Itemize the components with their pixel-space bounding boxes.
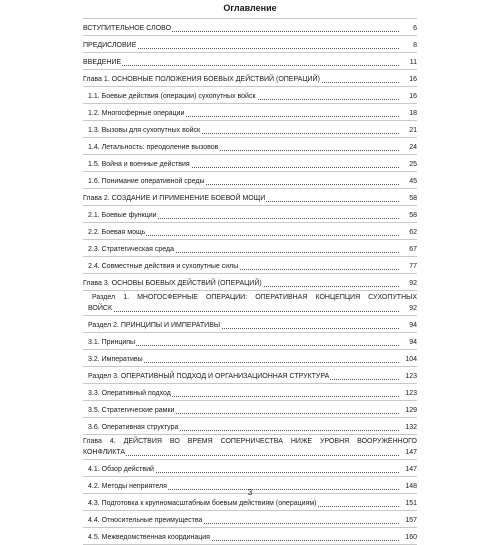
toc-entry[interactable] [83, 435, 417, 460]
toc-entry[interactable] [83, 223, 417, 240]
toc-entry-page: 62 [409, 229, 417, 236]
toc-entry-page: 45 [409, 178, 417, 185]
table-of-contents [83, 18, 417, 545]
toc-entry[interactable] [83, 460, 417, 477]
toc-entry[interactable] [83, 138, 417, 155]
toc-entry[interactable] [83, 418, 417, 435]
toc-entry-title: 2.2. Боевая мощь [88, 229, 146, 236]
toc-entry-title: 3.2. Императивы [88, 356, 143, 363]
toc-entry-title: Раздел 2. ПРИНЦИПЫ И ИМПЕРАТИВЫ [88, 322, 221, 329]
toc-entry-title: 2.1. Боевые функции [88, 212, 157, 219]
toc-entry[interactable] [83, 384, 417, 401]
toc-entry-title: 3.1. Принципы [88, 339, 136, 346]
toc-entry-page: 92 [409, 305, 417, 312]
toc-entry-page: 147 [405, 466, 417, 473]
toc-entry-page: 16 [409, 93, 417, 100]
toc-entry-title: 4.1. Обзор действий [88, 466, 154, 473]
toc-entry-page: 151 [405, 500, 417, 507]
toc-entry-page: 94 [409, 322, 417, 329]
toc-entry-title: Глава 4. ДЕЙСТВИЯ ВО ВРЕМЯ СОПЕРНИЧЕСТВА НИЖЕ УРОВНЯ ВООРУЖЁННОГО [83, 438, 417, 445]
toc-entry[interactable] [83, 333, 417, 350]
toc-entry-page: 11 [409, 59, 417, 66]
toc-entry-page: 147 [405, 449, 417, 456]
toc-entry[interactable] [83, 206, 417, 223]
toc-entry[interactable] [83, 189, 417, 206]
toc-entry-page: 58 [409, 212, 417, 219]
toc-entry[interactable] [83, 87, 417, 104]
toc-entry-title: 4.3. Подготовка к крупномасштабным боевым действиям (операциям) [88, 500, 317, 507]
toc-entry[interactable] [83, 367, 417, 384]
toc-entry-page: 16 [409, 76, 417, 83]
toc-entry-title: Раздел 3. ОПЕРАТИВНЫЙ ПОДХОД И ОРГАНИЗАЦИОННАЯ СТРУКТУРА [88, 373, 330, 380]
toc-entry-page: 157 [405, 517, 417, 524]
toc-entry[interactable] [83, 19, 417, 36]
toc-entry-page: 123 [405, 373, 417, 380]
toc-entry[interactable] [83, 53, 417, 70]
toc-entry-page: 160 [405, 534, 417, 541]
page-number: 3 [247, 488, 253, 497]
toc-entry-page: 123 [405, 390, 417, 397]
toc-entry-title: Глава 2. СОЗДАНИЕ И ПРИМЕНЕНИЕ БОЕВОЙ МОЩИ [83, 195, 266, 202]
toc-entry[interactable] [83, 172, 417, 189]
toc-entry-title: 3.5. Стратегические рамки [88, 407, 175, 414]
toc-entry[interactable] [83, 104, 417, 121]
toc-entry[interactable] [83, 257, 417, 274]
toc-entry-page: 18 [409, 110, 417, 117]
toc-entry-title: ВВЕДЕНИЕ [83, 59, 122, 66]
toc-entry-title: ПРЕДИСЛОВИЕ [83, 42, 137, 49]
toc-entry-page: 94 [409, 339, 417, 346]
toc-entry-title: 2.4. Совместные действия и сухопутные силы [88, 263, 239, 270]
toc-entry-page: 58 [409, 195, 417, 202]
toc-entry[interactable] [83, 155, 417, 172]
toc-entry-title-continuation: ВОЙСК [88, 305, 113, 312]
toc-entry-page: 129 [405, 407, 417, 414]
toc-entry-page: 24 [409, 144, 417, 151]
toc-entry[interactable] [83, 316, 417, 333]
toc-entry-title: 4.2. Методы неприятеля [88, 483, 167, 490]
toc-entry-title: 4.5. Межведомственная координация [88, 534, 210, 541]
toc-entry-title: 1.4. Летальность: преодоление вызовов [88, 144, 219, 151]
toc-entry-page: 6 [413, 25, 417, 32]
toc-entry-page: 148 [405, 483, 417, 490]
toc-entry-page: 67 [409, 246, 417, 253]
toc-entry-title-continuation: КОНФЛИКТА [83, 449, 126, 456]
page-title: Оглавление [223, 3, 277, 13]
toc-entry-title: ВСТУПИТЕЛЬНОЕ СЛОВО [83, 25, 172, 32]
toc-entry[interactable] [83, 511, 417, 528]
toc-entry-page: 25 [409, 161, 417, 168]
toc-entry[interactable] [83, 401, 417, 418]
toc-entry-page: 92 [409, 280, 417, 287]
toc-entry-title: 1.5. Война и военные действия [88, 161, 190, 168]
dot-leader [83, 65, 399, 66]
toc-entry[interactable] [83, 70, 417, 87]
toc-entry[interactable] [83, 240, 417, 257]
toc-entry-title: 1.3. Вызовы для сухопутных войск [88, 127, 201, 134]
toc-entry-title: 4.4. Относительные преимущества [88, 517, 203, 524]
toc-entry-page: 77 [409, 263, 417, 270]
dot-leader [88, 311, 399, 312]
toc-entry-title: Глава 3. ОСНОВЫ БОЕВЫХ ДЕЙСТВИЙ (ОПЕРАЦИЙ) [83, 280, 262, 287]
toc-entry-title: 1.1. Боевые действия (операции) сухопутных войск [88, 93, 256, 100]
toc-entry[interactable] [83, 36, 417, 53]
toc-entry-page: 8 [413, 42, 417, 49]
toc-entry-title: 1.6. Понимание оперативной среды [88, 178, 205, 185]
toc-entry[interactable] [83, 274, 417, 291]
toc-entry-title: Раздел 1. МНОГОСФЕРНЫЕ ОПЕРАЦИИ: ОПЕРАТИВНАЯ КОНЦЕПЦИЯ СУХОПУТНЫХ [92, 294, 417, 301]
toc-entry[interactable] [83, 291, 417, 316]
toc-entry[interactable] [83, 528, 417, 545]
toc-entry[interactable] [83, 121, 417, 138]
toc-entry-page: 104 [405, 356, 417, 363]
toc-entry-page: 21 [409, 127, 417, 134]
toc-entry[interactable] [83, 350, 417, 367]
toc-entry-title: Глава 1. ОСНОВНЫЕ ПОЛОЖЕНИЯ БОЕВЫХ ДЕЙСТВИЙ (ОПЕРАЦИЙ) [83, 76, 320, 83]
toc-entry-title: 1.2. Многосферные операции [88, 110, 185, 117]
toc-entry-title: 2.3. Стратегическая среда [88, 246, 174, 253]
dot-leader [83, 455, 399, 456]
toc-entry-title: 3.6. Оперативная структура [88, 424, 179, 431]
toc-entry-title: 3.3. Оперативный подход [88, 390, 171, 397]
toc-entry-page: 132 [405, 424, 417, 431]
